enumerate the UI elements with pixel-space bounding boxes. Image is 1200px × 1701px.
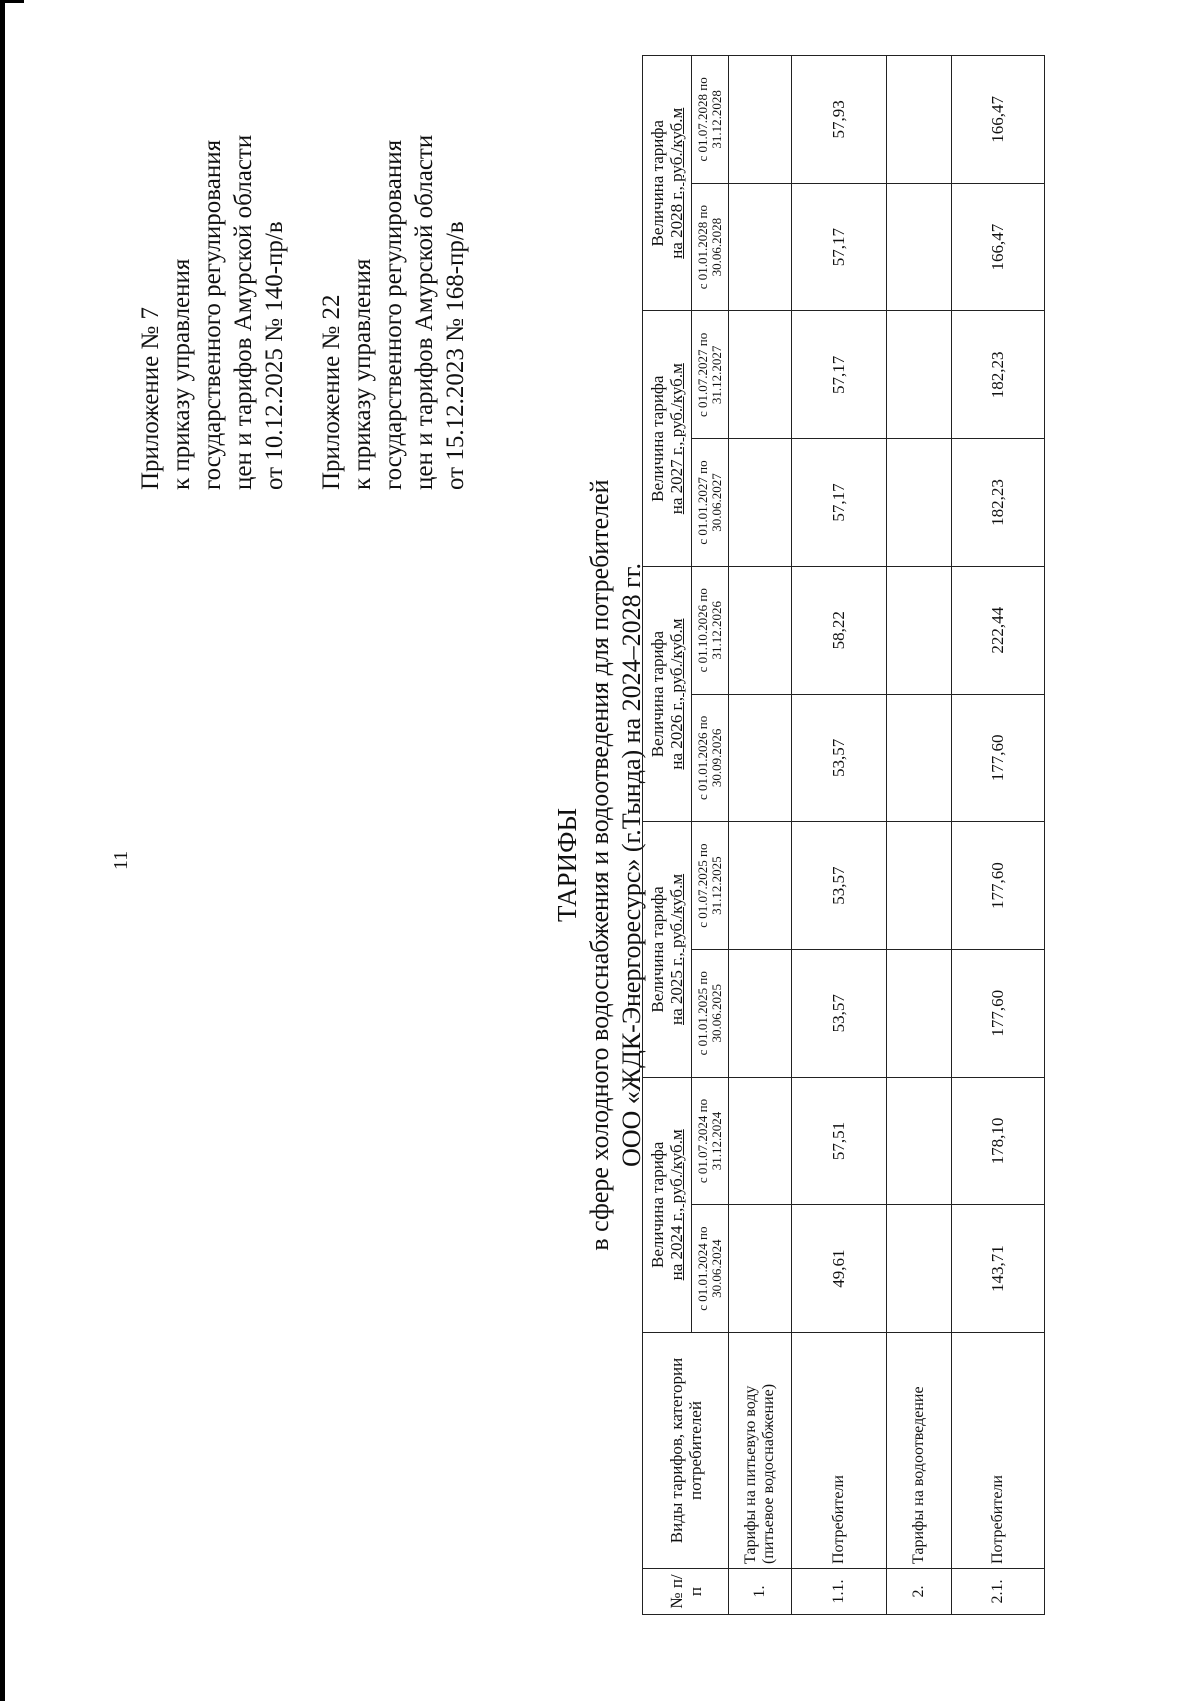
table-row [887, 56, 952, 1615]
header-year-2024 [643, 1077, 692, 1332]
value-cell: 49,61 [792, 1205, 887, 1333]
approval-line: цен и тарифов Амурской области [411, 134, 438, 490]
value-cell: 57,17 [792, 439, 887, 567]
approval-line: государственного регулирования [380, 139, 407, 490]
value-cell [887, 1205, 952, 1333]
value-cell [729, 566, 792, 694]
table-header-row [643, 56, 692, 1615]
row-number: 1. [729, 1569, 792, 1615]
value-cell [729, 183, 792, 311]
value-cell [887, 694, 952, 822]
header-kind: Виды тарифов, категории потребителей [643, 1333, 729, 1569]
value-cell [887, 439, 952, 567]
approval-line: Приложение № 7 [137, 306, 164, 490]
period-cell: с 01.07.2025 по 31.12.2025 [692, 822, 729, 950]
row-kind: Потребители [952, 1333, 1045, 1569]
value-cell: 57,17 [792, 311, 887, 439]
row-kind: Потребители [792, 1333, 887, 1569]
approval-line: к приказу управления [349, 258, 376, 490]
row-kind: Тарифы на питьевую воду (питьевое водоснабжение) [729, 1333, 792, 1569]
table-row [729, 56, 792, 1615]
value-cell: 177,60 [952, 694, 1045, 822]
value-cell: 53,57 [792, 949, 887, 1077]
period-cell: с 01.07.2024 по 31.12.2024 [692, 1077, 729, 1205]
document-subtitle-line-1: в сфере холодного водоснабжения и водоотведения для потребителей [585, 479, 614, 1251]
table-row [792, 56, 887, 1615]
row-number: 2.1. [952, 1569, 1045, 1615]
period-cell: с 01.07.2028 по 31.12.2028 [692, 56, 729, 184]
value-cell [887, 1077, 952, 1205]
year-label: Величина тарифа [648, 630, 667, 758]
year-unit-label: на 2026 г., руб./куб.м [667, 618, 686, 770]
approval-line: цен и тарифов Амурской области [230, 134, 257, 490]
year-unit-label: на 2028 г., руб./куб.м [667, 107, 686, 259]
value-cell: 166,47 [952, 56, 1045, 184]
table-row [952, 56, 1045, 1615]
approval-line: Приложение № 22 [318, 294, 345, 490]
value-cell [887, 566, 952, 694]
value-cell: 177,60 [952, 822, 1045, 950]
header-number: № п/п [643, 1569, 729, 1615]
page-number: 11 [110, 850, 132, 870]
value-cell [729, 949, 792, 1077]
period-cell: с 01.01.2025 по 30.06.2025 [692, 949, 729, 1077]
year-label: Величина тарифа [648, 375, 667, 502]
value-cell: 182,23 [952, 311, 1045, 439]
approval-block-current [135, 50, 290, 490]
year-unit-label: на 2024 г., руб./куб.м [667, 1129, 686, 1281]
header-year-2027 [643, 311, 692, 566]
period-cell: с 01.07.2027 по 31.12.2027 [692, 311, 729, 439]
value-cell [729, 822, 792, 950]
value-cell [729, 439, 792, 567]
value-cell: 57,51 [792, 1077, 887, 1205]
approval-line: от 15.12.2023 № 168-пр/в [442, 221, 469, 490]
value-cell [887, 56, 952, 184]
value-cell: 178,10 [952, 1077, 1045, 1205]
document-subtitle-line-2: ООО «ЖДК-Энергоресурс» (г.Тында) на 2024–2028 гг. [617, 562, 646, 1168]
row-kind: Тарифы на водоотведение [887, 1333, 952, 1569]
value-cell [729, 694, 792, 822]
value-cell [887, 949, 952, 1077]
tariff-table [642, 55, 1045, 1615]
header-year-2028 [643, 56, 692, 312]
year-label: Величина тарифа [648, 120, 667, 247]
document-heading [550, 120, 648, 1610]
value-cell [887, 822, 952, 950]
scan-border [0, 0, 5, 1701]
approval-line: к приказу управления [168, 258, 195, 490]
period-cell: с 01.01.2028 по 30.06.2028 [692, 183, 729, 311]
value-cell: 177,60 [952, 949, 1045, 1077]
value-cell: 143,71 [952, 1205, 1045, 1333]
value-cell [729, 1205, 792, 1333]
period-cell: с 01.10.2026 по 31.12.2026 [692, 566, 729, 694]
document-page [40, 30, 1160, 1670]
approval-line: государственного регулирования [199, 139, 226, 490]
value-cell [729, 1077, 792, 1205]
value-cell [887, 183, 952, 311]
period-cell: с 01.01.2027 по 30.06.2027 [692, 439, 729, 567]
value-cell [887, 311, 952, 439]
document-title: ТАРИФЫ [552, 807, 582, 923]
value-cell: 57,17 [792, 183, 887, 311]
value-cell [729, 311, 792, 439]
year-label: Величина тарифа [648, 886, 667, 1013]
period-cell: с 01.01.2024 по 30.06.2024 [692, 1205, 729, 1333]
value-cell: 222,44 [952, 566, 1045, 694]
value-cell: 166,47 [952, 183, 1045, 311]
row-number: 2. [887, 1569, 952, 1615]
approval-block-original [316, 50, 471, 490]
value-cell: 182,23 [952, 439, 1045, 567]
value-cell: 53,57 [792, 822, 887, 950]
row-number: 1.1. [792, 1569, 887, 1615]
approval-blocks [135, 50, 497, 490]
year-label: Величина тарифа [648, 1141, 667, 1268]
year-unit-label: на 2025 г., руб./куб.м [667, 873, 686, 1025]
header-year-2026 [643, 566, 692, 821]
value-cell: 57,93 [792, 56, 887, 184]
approval-line: от 10.12.2025 № 140-пр/в [261, 221, 288, 490]
value-cell [729, 56, 792, 184]
header-year-2025 [643, 822, 692, 1077]
value-cell: 53,57 [792, 694, 887, 822]
value-cell: 58,22 [792, 566, 887, 694]
year-unit-label: на 2027 г., руб./куб.м [667, 363, 686, 515]
period-cell: с 01.01.2026 по 30.09.2026 [692, 694, 729, 822]
scan-border-top [0, 0, 24, 3]
